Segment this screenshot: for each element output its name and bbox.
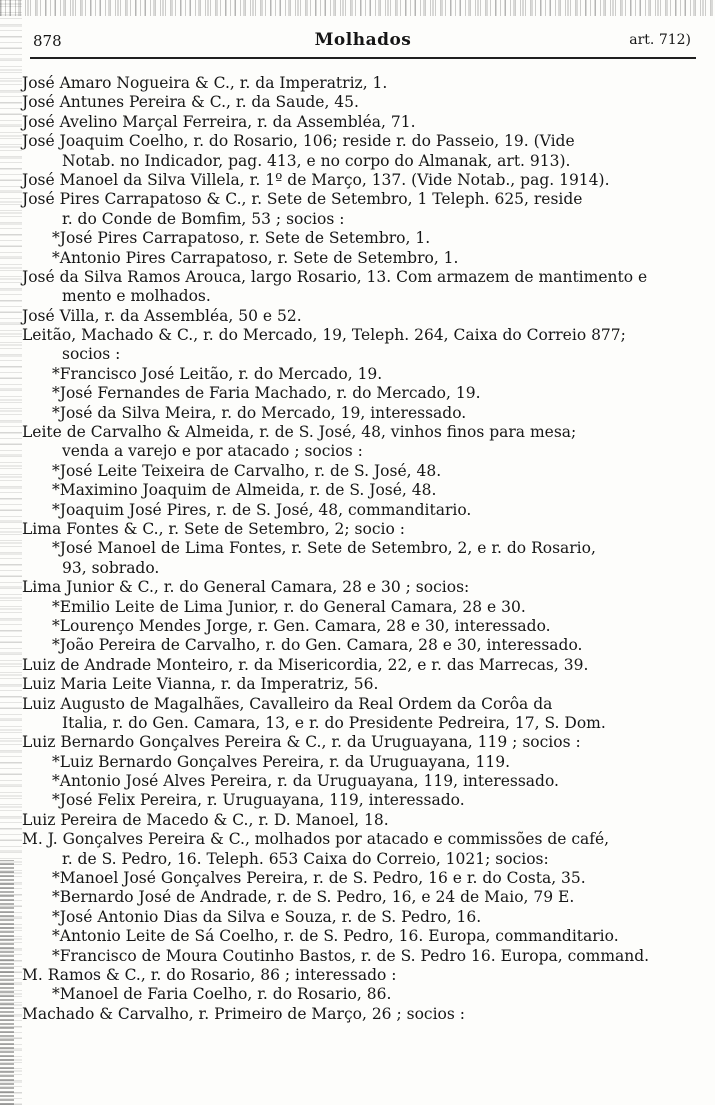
partner-line: *José Felix Pereira, r. Uruguayana, 119, interessado. — [52, 791, 465, 810]
entry-line: Leite de Carvalho & Almeida, r. de S. José, 48, vinhos finos para mesa; — [22, 423, 577, 442]
partner-line: *Emilio Leite de Lima Junior, r. do General Camara, 28 e 30. — [52, 597, 526, 616]
entry-line: Luiz Maria Leite Vianna, r. da Imperatriz, 56. — [22, 675, 379, 694]
entry-line: José Avelino Marçal Ferreira, r. da Assembléa, 71. — [22, 112, 416, 131]
partner-line: *Manoel José Gonçalves Pereira, r. de S. Pedro, 16 e r. do Costa, 35. — [52, 869, 586, 888]
entry-line: José Villa, r. da Assembléa, 50 e 52. — [22, 306, 302, 325]
entry-line: José Joaquim Coelho, r. do Rosario, 106; reside r. do Passeio, 19. (Vide — [22, 132, 575, 151]
entry-line: Luiz de Andrade Monteiro, r. da Misericordia, 22, e r. das Marrecas, 39. — [22, 655, 589, 674]
partner-line: *Francisco José Leitão, r. do Mercado, 19. — [52, 364, 383, 383]
partner-line: *Luiz Bernardo Gonçalves Pereira, r. da Uruguayana, 119. — [52, 752, 511, 771]
page-number: 878 — [33, 32, 62, 50]
continuation-line: Notab. no Indicador, pag. 413, e no corpo do Almanak, art. 913). — [62, 151, 571, 170]
partner-line: *Maximino Joaquim de Almeida, r. de S. José, 48. — [52, 481, 437, 500]
continuation-line: 93, sobrado. — [62, 558, 160, 577]
entry-line: José Pires Carrapatoso & C., r. Sete de Setembro, 1 Teleph. 625, reside — [22, 190, 583, 209]
continuation-line: r. do Conde de Bomfim, 53 ; socios : — [62, 209, 345, 228]
page-title: Molhados — [314, 30, 412, 50]
continuation-line: venda a varejo e por atacado ; socios : — [62, 442, 363, 461]
entry-line: José Manoel da Silva Villela, r. 1º de Março, 137. (Vide Notab., pag. 1914). — [22, 170, 610, 189]
partner-line: *Lourenço Mendes Jorge, r. Gen. Camara, 28 e 30, interessado. — [52, 616, 551, 635]
partner-line: *José Leite Teixeira de Carvalho, r. de S. José, 48. — [52, 461, 442, 480]
scan-noise-top — [0, 0, 715, 16]
entry-line: Machado & Carvalho, r. Primeiro de Março, 26 ; socios : — [22, 1004, 465, 1023]
continuation-line: mento e molhados. — [62, 287, 211, 306]
continuation-line: r. de S. Pedro, 16. Teleph. 653 Caixa do Correio, 1021; socios: — [62, 849, 549, 868]
entry-line: José Amaro Nogueira & C., r. da Imperatriz, 1. — [22, 74, 388, 92]
partner-line: *João Pereira de Carvalho, r. do Gen. Camara, 28 e 30, interessado. — [52, 636, 583, 655]
entry-line: José Antunes Pereira & C., r. da Saude, 45. — [22, 93, 359, 112]
entry-line: Leitão, Machado & C., r. do Mercado, 19, Teleph. 264, Caixa do Correio 877; — [22, 326, 626, 345]
partner-line: *José Fernandes de Faria Machado, r. do Mercado, 19. — [52, 384, 481, 403]
header-rule — [30, 57, 696, 59]
entry-line: M. J. Gonçalves Pereira & C., molhados por atacado e commissões de café, — [22, 830, 610, 849]
entry-line: Lima Junior & C., r. do General Camara, 28 e 30 ; socios: — [22, 578, 470, 597]
partner-line: *José Antonio Dias da Silva e Souza, r. de S. Pedro, 16. — [52, 907, 482, 926]
entry-line: M. Ramos & C., r. do Rosario, 86 ; interessado : — [22, 965, 397, 984]
article-reference: art. 712) — [629, 32, 691, 48]
entries-list — [0, 74, 715, 1024]
entry-line: José da Silva Ramos Arouca, largo Rosario, 13. Com armazem de mantimento e — [22, 267, 648, 286]
partner-line: *Antonio Pires Carrapatoso, r. Sete de Setembro, 1. — [52, 248, 459, 267]
continuation-line: socios : — [62, 345, 121, 364]
partner-line: *Francisco de Moura Coutinho Bastos, r. de S. Pedro 16. Europa, command. — [52, 946, 650, 965]
partner-line: *José da Silva Meira, r. do Mercado, 19, interessado. — [52, 403, 467, 422]
partner-line: *Antonio Leite de Sá Coelho, r. de S. Pedro, 16. Europa, commanditario. — [52, 927, 619, 946]
entry-line: Luiz Pereira de Macedo & C., r. D. Manoel, 18. — [22, 810, 389, 829]
partner-line: *Joaquim José Pires, r. de S. José, 48, commanditario. — [52, 500, 472, 519]
entry-line: Lima Fontes & C., r. Sete de Setembro, 2; socio : — [22, 519, 405, 538]
continuation-line: Italia, r. do Gen. Camara, 13, e r. do Presidente Pedreira, 17, S. Dom. — [62, 713, 606, 732]
partner-line: *José Manoel de Lima Fontes, r. Sete de Setembro, 2, e r. do Rosario, — [52, 539, 596, 558]
page-header — [33, 30, 693, 56]
entry-line: Luiz Augusto de Magalhães, Cavalleiro da Real Ordem da Corôa da — [22, 694, 553, 713]
partner-line: *Manoel de Faria Coelho, r. do Rosario, 86. — [52, 985, 392, 1004]
partner-line: *José Pires Carrapatoso, r. Sete de Setembro, 1. — [52, 229, 431, 248]
partner-line: *Bernardo José de Andrade, r. de S. Pedro, 16, e 24 de Maio, 79 E. — [52, 888, 575, 907]
entry-line: Luiz Bernardo Gonçalves Pereira & C., r. da Uruguayana, 119 ; socios : — [22, 733, 581, 752]
partner-line: *Antonio José Alves Pereira, r. da Uruguayana, 119, interessado. — [52, 772, 559, 791]
